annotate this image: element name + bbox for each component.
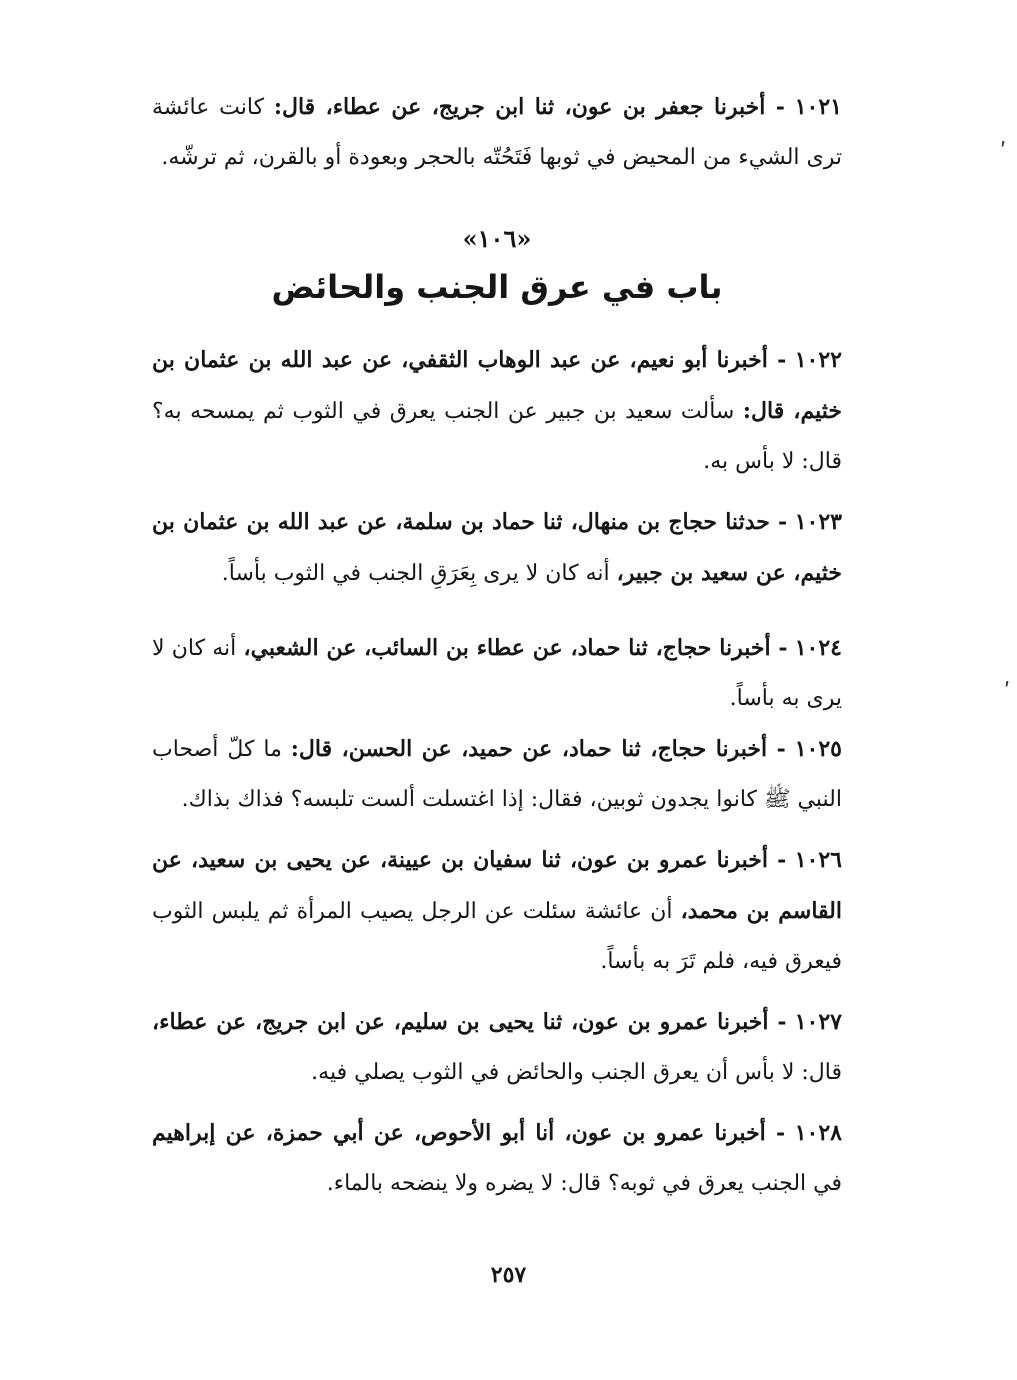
margin-mark: ʹ — [1000, 140, 1007, 165]
hadith-number: ١٠٢٥ — [794, 736, 842, 762]
hadith-isnad: - أخبرنا حجاج، ثنا حماد، عن حميد، عن الحسن، قال: — [290, 736, 786, 762]
hadith-isnad: - أخبرنا جعفر بن عون، ثنا ابن جريج، عن عطاء، قال: — [273, 94, 785, 120]
hadith-number: ١٠٢١ — [794, 94, 842, 120]
hadith-entry-1026 — [152, 835, 842, 987]
hadith-isnad: - أخبرنا عمرو بن عون، أنا أبو الأحوص، عن أبي حمزة، عن إبراهيم — [152, 1120, 786, 1146]
hadith-number: ١٠٢٨ — [794, 1120, 842, 1146]
hadith-entry-1021 — [152, 82, 842, 183]
hadith-number: ١٠٢٢ — [794, 347, 842, 373]
hadith-text: في الجنب يعرق في ثوبه؟ قال: لا يضره ولا ينضحه بالماء. — [326, 1171, 842, 1196]
hadith-isnad: - أخبرنا حجاج، ثنا حماد، عن عطاء بن السائب، عن الشعبي، — [243, 635, 788, 661]
hadith-entry-1027 — [152, 997, 842, 1098]
hadith-text: كانت عائشة ترى الشيء من المحيض في ثوبها فَتَحُتّه بالحجر وبعودة أو بالقرن، ثم ترشّه. — [152, 95, 842, 170]
hadith-text: سألت سعيد بن جبير عن الجنب يعرق في الثوب ثم يمسحه به؟ قال: لا بأس به. — [152, 399, 842, 474]
chapter-number: «١٠٦» — [462, 224, 532, 253]
hadith-number: ١٠٢٣ — [794, 509, 842, 535]
hadith-text: أن عائشة سئلت عن الرجل يصيب المرأة ثم يلبس الثوب فيعرق فيه، فلم تَرَ به بأساً. — [152, 899, 842, 974]
page-number: ٢٥٧ — [490, 1262, 527, 1288]
hadith-isnad: - أخبرنا عمرو بن عون، ثنا سفيان بن عيينة، عن يحيى بن سعيد، عن القاسم بن محمد، — [152, 847, 842, 924]
hadith-number: ١٠٢٦ — [794, 847, 842, 873]
chapter-title: باب في عرق الجنب والحائض — [271, 268, 723, 306]
hadith-entry-1024 — [152, 623, 842, 724]
hadith-entry-1023 — [152, 497, 842, 599]
hadith-text: ما كلّ أصحاب النبي ﷺ كانوا يجدون ثوبين، فقال: إذا اغتسلت ألست تلبسه؟ فذاك بذاك. — [152, 737, 842, 812]
hadith-entry-1025 — [152, 724, 842, 825]
hadith-entry-1022 — [152, 335, 842, 487]
hadith-number: ١٠٢٤ — [794, 635, 842, 661]
page-body — [152, 82, 842, 1209]
hadith-text: قال: لا بأس أن يعرق الجنب والحائض في الثوب يصلي فيه. — [311, 1060, 842, 1085]
hadith-entry-1028 — [152, 1108, 842, 1209]
hadith-isnad: - أخبرنا أبو نعيم، عن عبد الوهاب الثقفي، عن عبد الله بن عثمان بن خثيم، قال: — [152, 347, 843, 424]
margin-mark: ʹ — [1004, 680, 1011, 705]
hadith-text: أنه كان لا يرى به بأساً. — [152, 636, 842, 711]
hadith-number: ١٠٢٧ — [794, 1009, 842, 1035]
hadith-text: أنه كان لا يرى بِعَرَقِ الجنب في الثوب بأساً. — [221, 561, 610, 586]
hadith-isnad: - أخبرنا عمرو بن عون، ثنا يحيى بن سليم، عن ابن جريج، عن عطاء، — [152, 1009, 787, 1035]
hadith-isnad: - حدثنا حجاج بن منهال، ثنا حماد بن سلمة، عن عبد الله بن عثمان بن خثيم، عن سعيد بن جبير، — [152, 509, 842, 586]
